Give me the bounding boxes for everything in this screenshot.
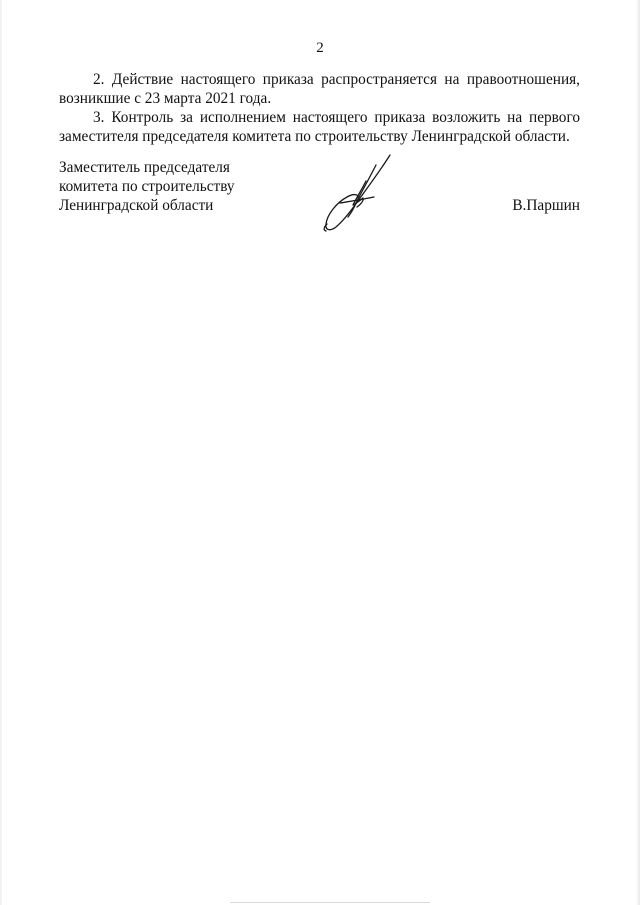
document-body [59,70,580,146]
scan-left-edge [0,0,2,905]
signature-block [59,158,580,238]
page-number: 2 [316,40,324,56]
signer-name: В.Паршин [512,197,580,214]
scan-bottom-line [230,902,430,903]
handwritten-signature-icon [310,153,395,233]
signer-title-line-3: Ленинградской области [59,197,214,214]
paragraph-2: 2. Действие настоящего приказа распространяется на правоотношения, возникшие с 23 марта 2021 года. [59,71,580,107]
scan-right-edge [636,0,640,905]
signer-title [59,158,299,215]
signer-title-line-2: комитета по строительству [59,178,235,195]
signer-title-line-1: Заместитель председателя [59,159,230,176]
paragraph-3: 3. Контроль за исполнением настоящего приказа возложить на первого заместителя председателя комитета по строительству Ленинградской области. [59,109,580,145]
